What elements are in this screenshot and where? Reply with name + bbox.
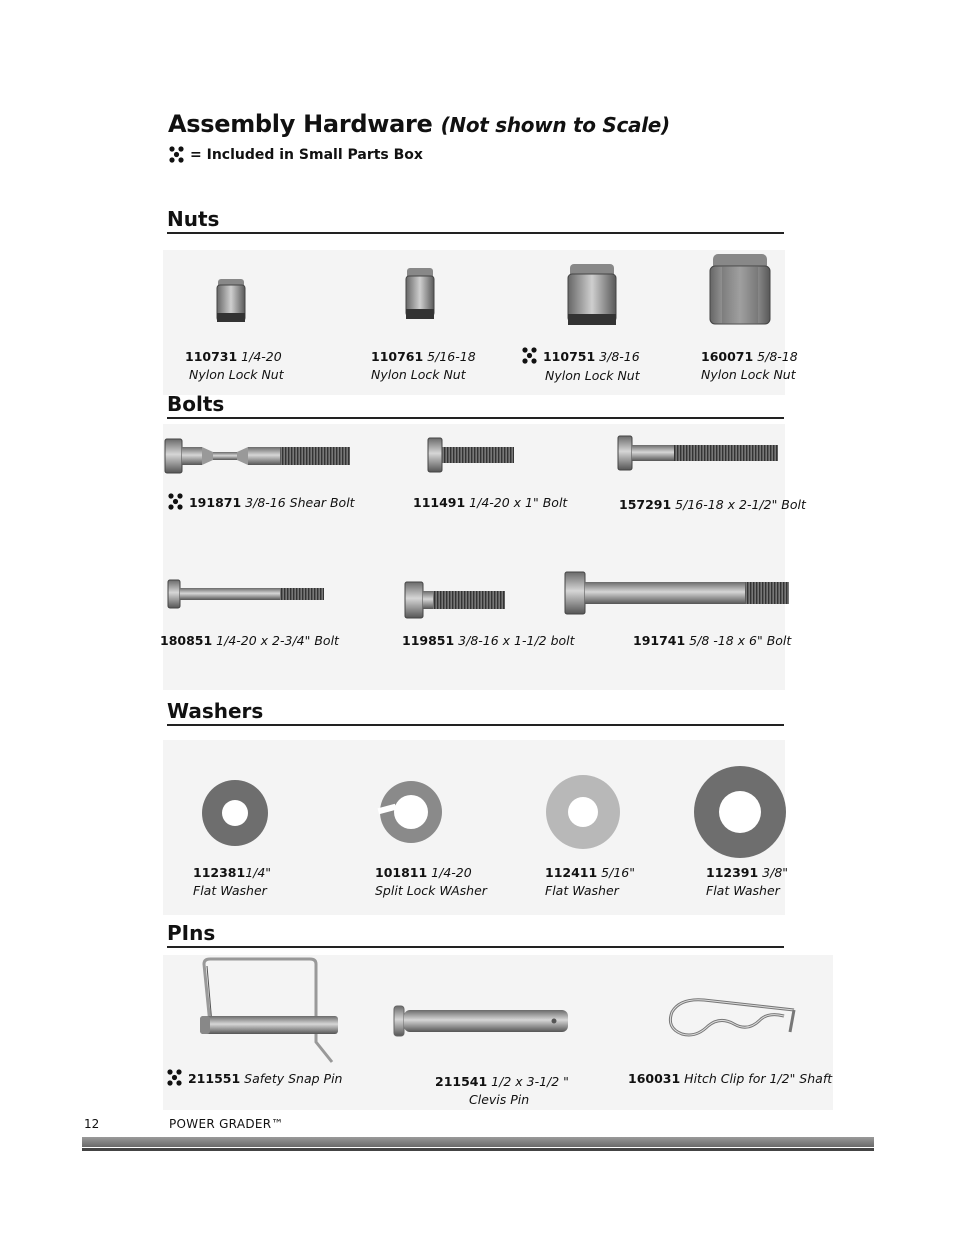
caption-110761: 110761 5/16-18 Nylon Lock Nut xyxy=(371,349,476,382)
washer-112381-image xyxy=(200,779,270,847)
caption-160031: 160031 Hitch Clip for 1/2" Shaft xyxy=(628,1071,833,1086)
caption-111491: 111491 1/4-20 x 1" Bolt xyxy=(413,495,568,510)
bolt-157291-image xyxy=(617,436,783,472)
legend xyxy=(168,146,423,164)
caption-112381: 1123811/4" Flat Washer xyxy=(193,865,272,898)
bolt-191871-image xyxy=(165,437,353,477)
nut-160071-image xyxy=(708,254,772,332)
caption-110751: 110751 3/8-16 Nylon Lock Nut xyxy=(521,348,640,385)
nut-110751-image xyxy=(566,264,618,328)
included-star-icon xyxy=(166,1069,184,1087)
caption-110731: 110731 1/4-20 Nylon Lock Nut xyxy=(185,349,284,382)
caption-191871: 191871 3/8-16 Shear Bolt xyxy=(167,494,355,513)
caption-101811: 101811 1/4-20 Split Lock WAsher xyxy=(375,865,487,898)
pin-211551-image xyxy=(196,956,342,1070)
pin-211541-image xyxy=(394,1006,572,1038)
included-star-icon xyxy=(521,347,539,365)
washer-101811-image xyxy=(378,779,444,845)
footer-bar-line xyxy=(82,1148,874,1151)
page-title xyxy=(168,110,670,138)
bolt-191741-image xyxy=(564,572,792,616)
nut-110731-image xyxy=(215,279,247,325)
section-heading-nuts: Nuts xyxy=(167,207,784,234)
section-heading-bolts: Bolts xyxy=(167,392,784,419)
washer-112391-image xyxy=(692,765,788,859)
title-text: Assembly Hardware xyxy=(168,110,433,138)
clip-160031-image xyxy=(664,996,798,1044)
caption-211541: 211541 1/2 x 3-1/2 " Clevis Pin xyxy=(435,1074,569,1107)
section-heading-washers: Washers xyxy=(167,699,784,726)
caption-157291: 157291 5/16-18 x 2-1/2" Bolt xyxy=(619,497,806,512)
caption-211551: 211551 Safety Snap Pin xyxy=(166,1070,342,1089)
included-star-icon xyxy=(168,146,186,164)
caption-160071: 160071 5/8-18 Nylon Lock Nut xyxy=(701,349,798,382)
section-heading-pins: PIns xyxy=(167,921,784,948)
caption-112411: 112411 5/16" Flat Washer xyxy=(545,865,635,898)
title-subtitle: (Not shown to Scale) xyxy=(440,113,670,137)
footer-product: POWER GRADER™ xyxy=(169,1117,284,1131)
included-star-icon xyxy=(167,493,185,511)
nut-110761-image xyxy=(404,268,436,322)
washer-112411-image xyxy=(544,774,622,850)
caption-191741: 191741 5/8 -18 x 6" Bolt xyxy=(633,633,792,648)
page-number: 12 xyxy=(84,1117,100,1131)
bolt-119851-image xyxy=(404,580,508,620)
caption-180851: 180851 1/4-20 x 2-3/4" Bolt xyxy=(160,633,339,648)
footer-bar xyxy=(82,1137,874,1147)
bolt-111491-image xyxy=(426,436,518,476)
legend-text: = Included in Small Parts Box xyxy=(190,147,423,163)
bolt-180851-image xyxy=(167,580,327,610)
caption-119851: 119851 3/8-16 x 1-1/2 bolt xyxy=(402,633,575,648)
caption-112391: 112391 3/8" Flat Washer xyxy=(706,865,789,898)
